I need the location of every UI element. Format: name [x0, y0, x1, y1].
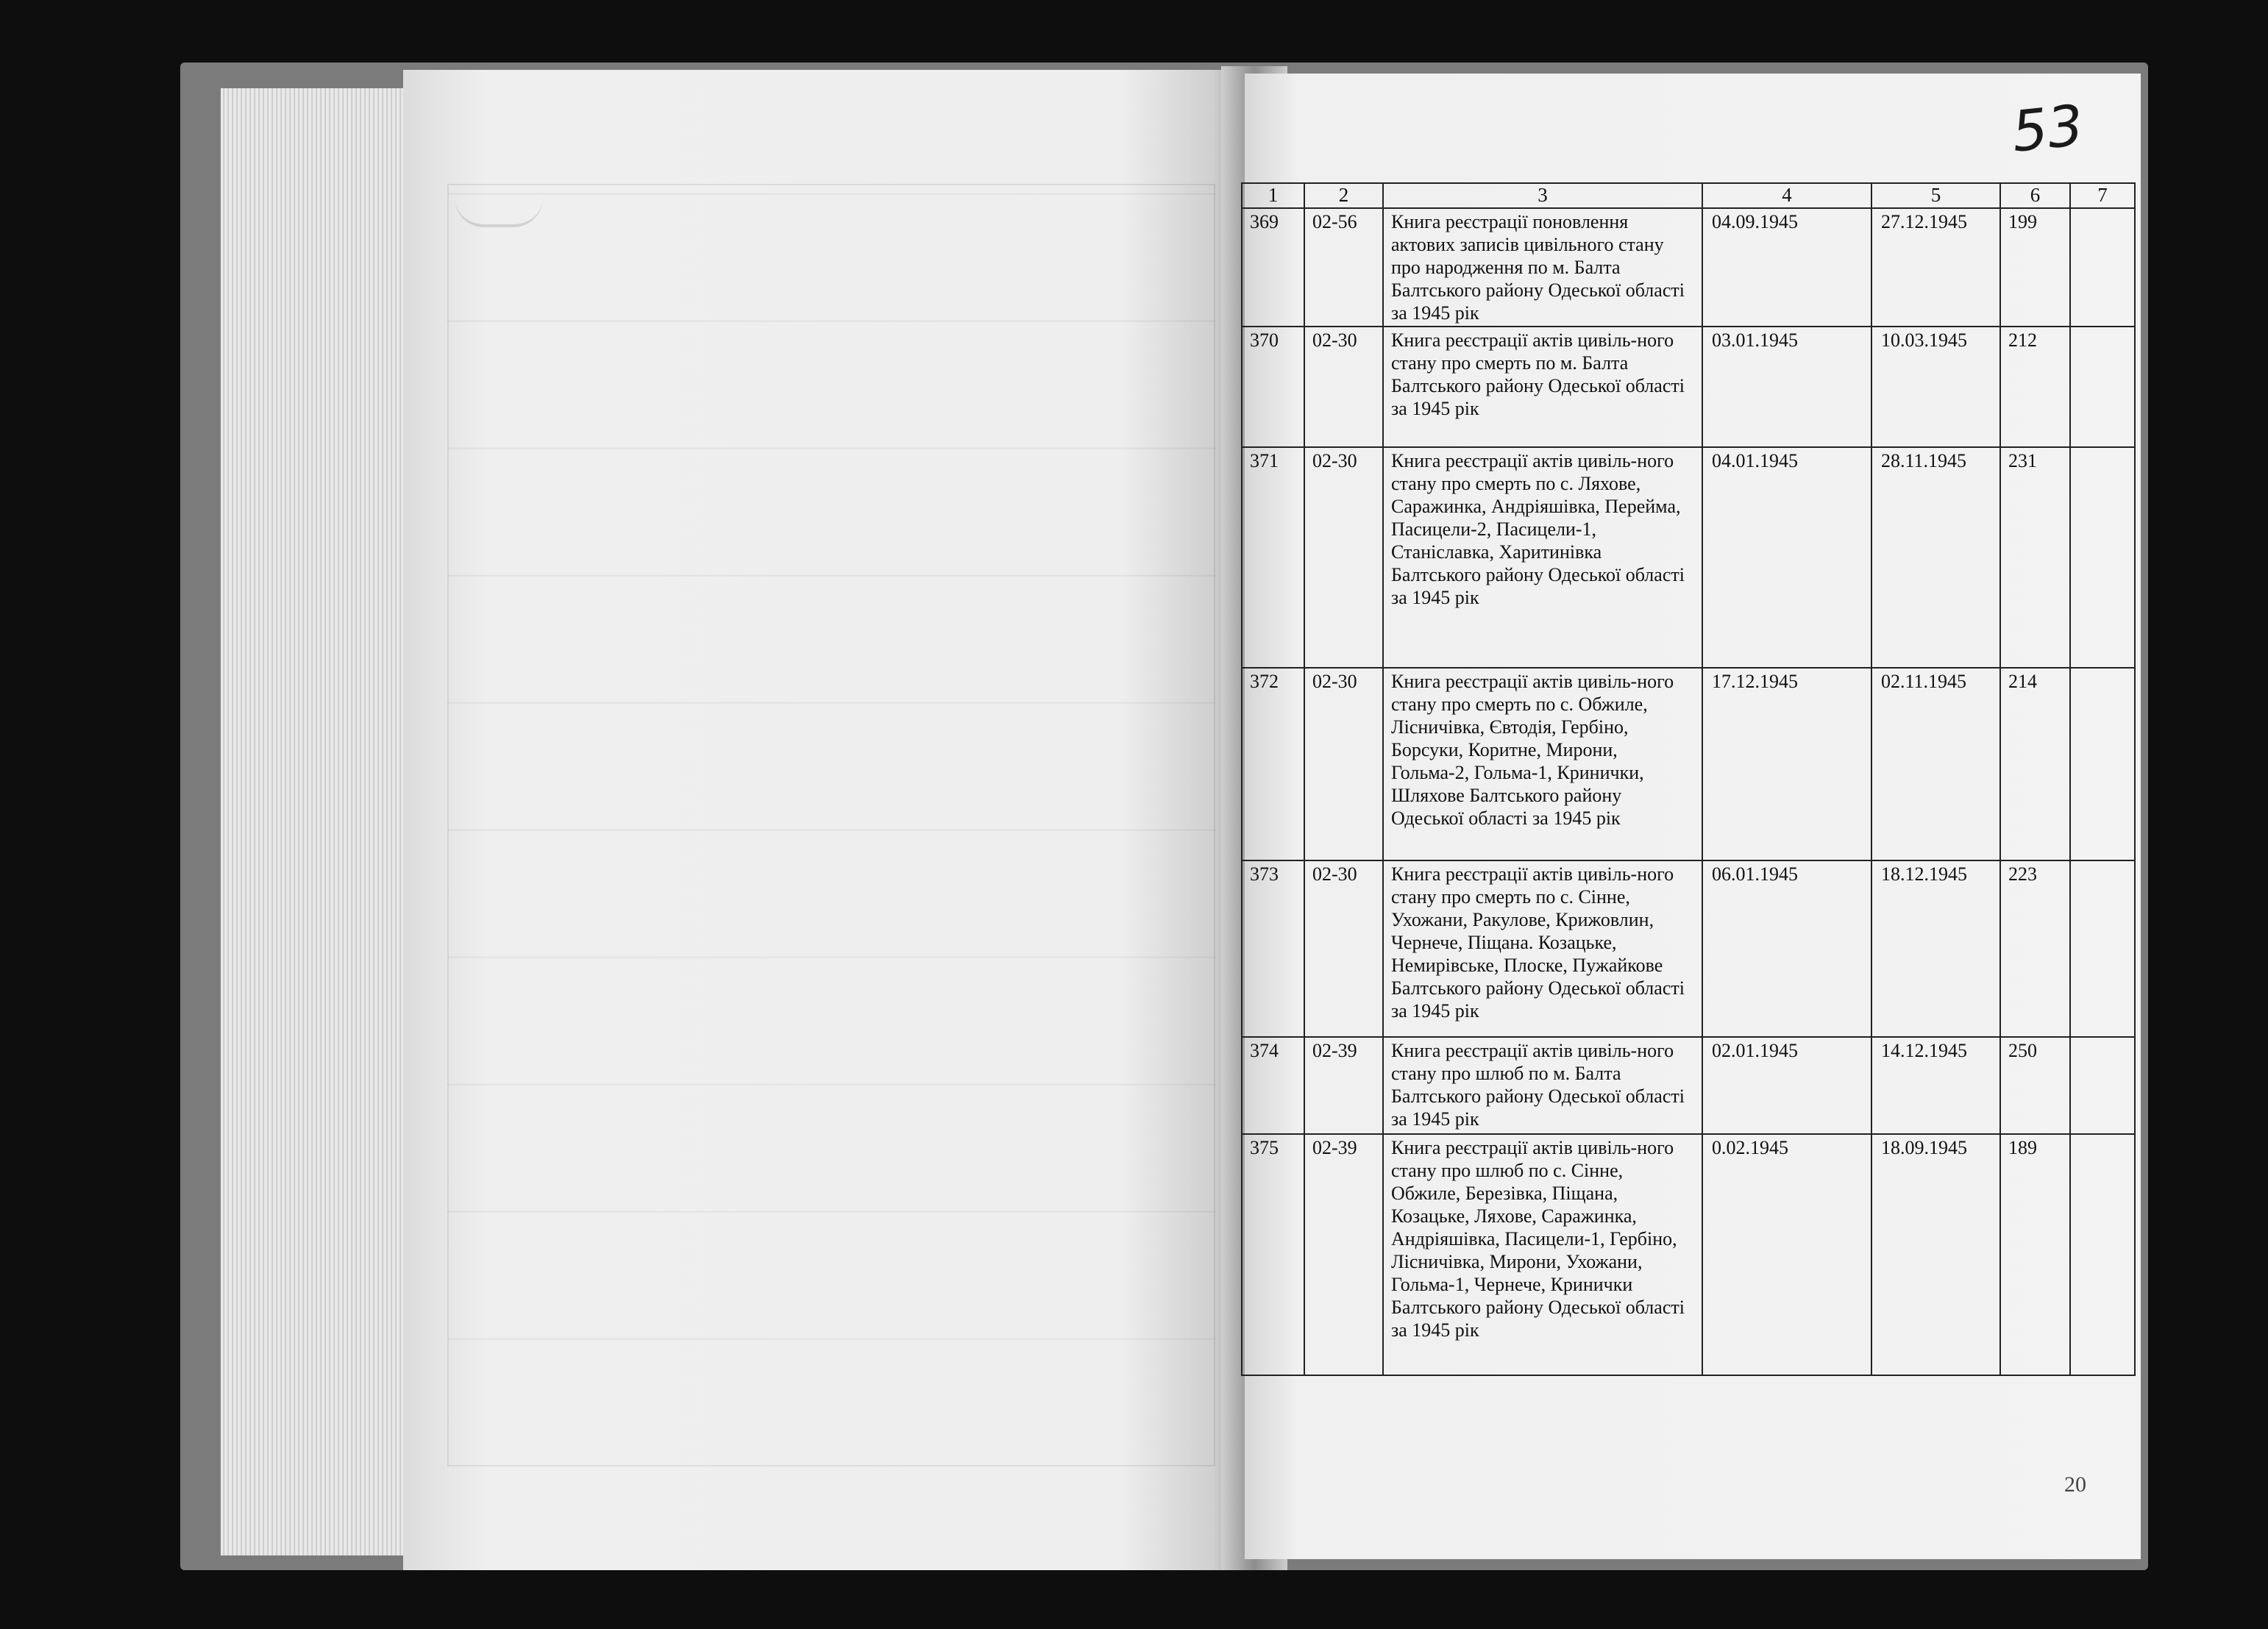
fund-code: 02-39 — [1304, 1134, 1383, 1375]
header-row — [1242, 183, 2135, 208]
page-number: 20 — [2064, 1472, 2086, 1497]
start-date: 04.01.1945 — [1702, 447, 1871, 668]
end-date: 18.12.1945 — [1871, 860, 2000, 1037]
end-date: 27.12.1945 — [1871, 208, 2000, 327]
end-date: 10.03.1945 — [1871, 327, 2000, 447]
left-page-show-through — [403, 70, 1248, 1570]
item-number: 375 — [1242, 1134, 1304, 1375]
item-number: 369 — [1242, 208, 1304, 327]
column-header: 5 — [1871, 183, 2000, 208]
page-edges — [221, 88, 412, 1555]
end-date: 18.09.1945 — [1871, 1134, 2000, 1375]
note — [2070, 1134, 2135, 1375]
start-date: 0.02.1945 — [1702, 1134, 1871, 1375]
table-row — [1242, 327, 2135, 447]
item-title: Книга реєстрації актів цивіль-ного стану про смерть по м. Балта Балтського району Одеської області за 1945 рік — [1383, 327, 1702, 447]
column-header: 4 — [1702, 183, 1871, 208]
item-number: 370 — [1242, 327, 1304, 447]
item-title: Книга реєстрації поновлення актових записів цивільного стану про народження по м. Балта Балтського району Одеської області за 1945 рік — [1383, 208, 1702, 327]
start-date: 04.09.1945 — [1702, 208, 1871, 327]
sheet-count: 214 — [2000, 668, 2070, 860]
note — [2070, 208, 2135, 327]
note — [2070, 668, 2135, 860]
note — [2070, 447, 2135, 668]
table-row — [1242, 860, 2135, 1037]
table-row — [1242, 668, 2135, 860]
bleed-through-table — [447, 184, 1215, 1466]
fund-code: 02-56 — [1304, 208, 1383, 327]
fund-code: 02-30 — [1304, 327, 1383, 447]
column-header: 1 — [1242, 183, 1304, 208]
table-row — [1242, 208, 2135, 327]
start-date: 03.01.1945 — [1702, 327, 1871, 447]
item-number: 371 — [1242, 447, 1304, 668]
item-title: Книга реєстрації актів цивіль-ного стану про шлюб по с. Сінне, Обжиле, Березівка, Піщана, Козацьке, Ляхове, Саражинка, Андріяшівка, Пасицели-1, Гербіно, Лісничівка, Мирони, Ухожани, Гольма-1, Чернече, Кринички Балтського району Одеської області за 1945 рік — [1383, 1134, 1702, 1375]
start-date: 17.12.1945 — [1702, 668, 1871, 860]
start-date: 06.01.1945 — [1702, 860, 1871, 1037]
fund-code: 02-30 — [1304, 668, 1383, 860]
table-row — [1242, 447, 2135, 668]
fund-code: 02-30 — [1304, 860, 1383, 1037]
sheet-count: 250 — [2000, 1037, 2070, 1134]
end-date: 28.11.1945 — [1871, 447, 2000, 668]
end-date: 14.12.1945 — [1871, 1037, 2000, 1134]
note — [2070, 860, 2135, 1037]
item-title: Книга реєстрації актів цивіль-ного стану про смерть по с. Обжиле, Лісничівка, Євтодія, Гербіно, Борсуки, Коритне, Мирони, Гольма-2, Гольма-1, Кринички, Шляхове Балтського району Одеської області за 1945 рік — [1383, 668, 1702, 860]
column-header: 6 — [2000, 183, 2070, 208]
column-header: 7 — [2070, 183, 2135, 208]
registry-table — [1241, 182, 2136, 1376]
end-date: 02.11.1945 — [1871, 668, 2000, 860]
sheet-count: 223 — [2000, 860, 2070, 1037]
item-title: Книга реєстрації актів цивіль-ного стану про смерть по с. Ляхове, Саражинка, Андріяшівка, Перейма, Пасицели-2, Пасицели-1, Станіславка, Харитинівка Балтського району Одеської області за 1945 рік — [1383, 447, 1702, 668]
start-date: 02.01.1945 — [1702, 1037, 1871, 1134]
item-number: 374 — [1242, 1037, 1304, 1134]
sheet-count: 189 — [2000, 1134, 2070, 1375]
item-number: 373 — [1242, 860, 1304, 1037]
item-title: Книга реєстрації актів цивіль-ного стану про шлюб по м. Балта Балтського району Одеської області за 1945 рік — [1383, 1037, 1702, 1134]
item-title: Книга реєстрації актів цивіль-ного стану про смерть по с. Сінне, Ухожани, Ракулове, Крижовлин, Чернече, Піщана. Козацьке, Немирівське, Плоске, Пужайкове Балтського району Одеської області за 1945 рік — [1383, 860, 1702, 1037]
note — [2070, 1037, 2135, 1134]
column-header: 2 — [1304, 183, 1383, 208]
fund-code: 02-30 — [1304, 447, 1383, 668]
note — [2070, 327, 2135, 447]
sheet-count: 199 — [2000, 208, 2070, 327]
table-row — [1242, 1134, 2135, 1375]
sheet-count: 231 — [2000, 447, 2070, 668]
folio-number: 53 — [2008, 92, 2087, 165]
fund-code: 02-39 — [1304, 1037, 1383, 1134]
column-header: 3 — [1383, 183, 1702, 208]
sheet-count: 212 — [2000, 327, 2070, 447]
item-number: 372 — [1242, 668, 1304, 860]
table-row — [1242, 1037, 2135, 1134]
